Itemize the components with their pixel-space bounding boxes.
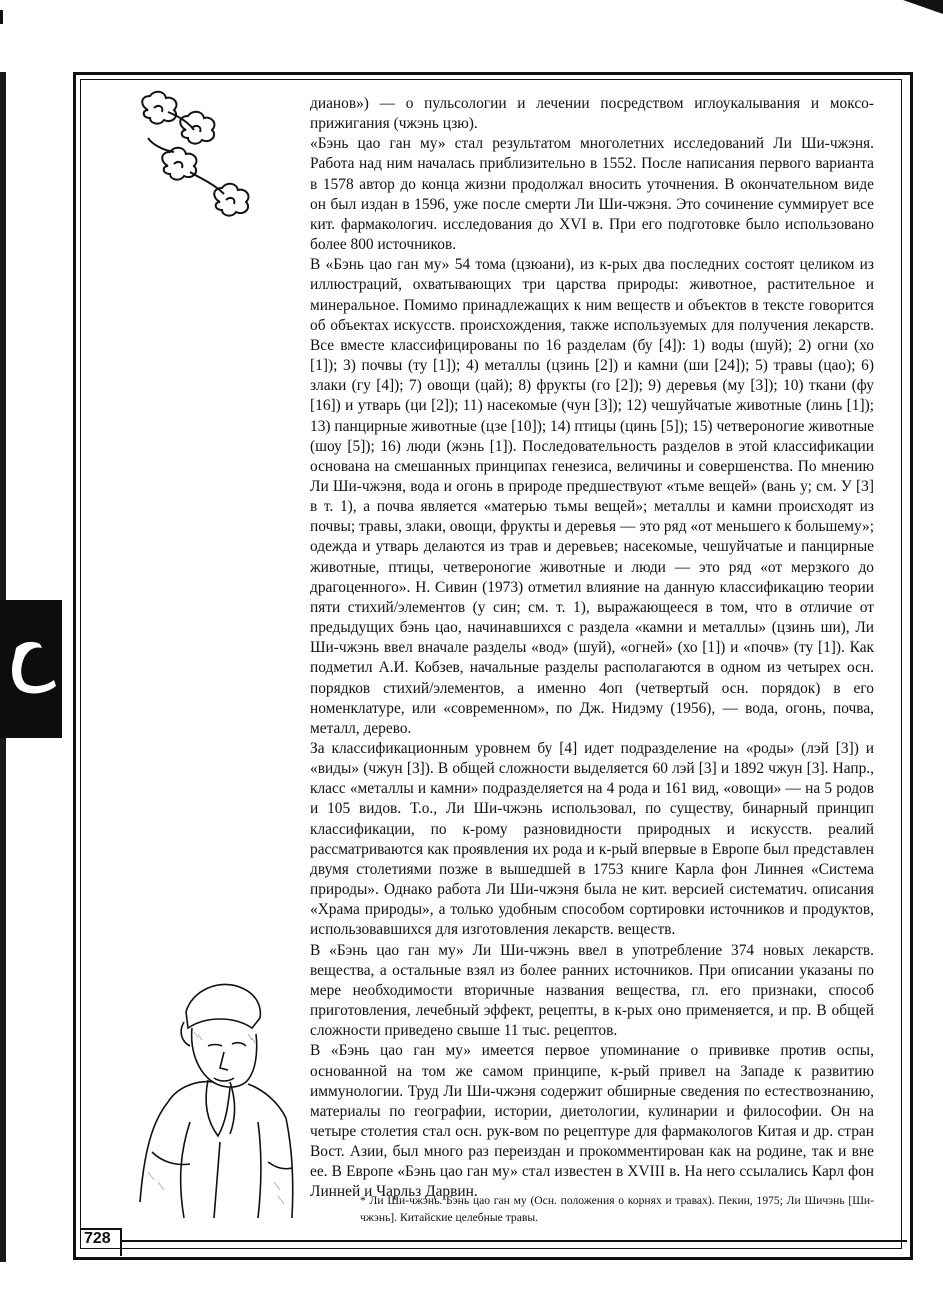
article-body <box>310 94 874 1203</box>
page-number: 728 <box>84 1230 111 1247</box>
paragraph: «Бэнь цао ган му» стал результатом многолетних исследований Ли Ши-чжэня. Работа над ним началась приблизительно в 1552. После написания первого варианта в 1578 автор до конца жизни продолжал вносить уточнения. В окончательном виде он был издан в 1596, уже после смерти Ли Ши-чжэня. Это сочинение суммирует все кит. фармакологич. исследования до XVI в. При его подготовке было использовано более 800 источников. <box>310 135 874 254</box>
paragraph: В «Бэнь цао ган му» 54 тома (цзюани), из к-рых два последних состоят целиком из иллюстраций, охватывающих три царства природы: животное, растительное и минеральное. Помимо принадлежащих к ним веществ и объектов в тексте говорится об объектах искусств. происхождения, также используемых для получения лекарств. Все вместе классифицированы по 16 разделам (бу [4]): 1) воды (шуй); 2) огни (хо [1]); 3) почвы (ту [1]); 4) металлы (цзинь [2]) и камни (ши [24]); 5) травы (цао); 6) злаки (гу [4]); 7) овощи (цай); 8) фрукты (го [2]); 9) деревья (му [3]); 10) ткани (фу [16]) и утварь (ци [2]); 11) насекомые (чун [3]); 12) чешуйчатые животные (линь [1]); 13) панцирные животные (цзе [10]); 14) птицы (цинь [5]); 15) четвероногие животные (шоу [5]); 16) люди (жэнь [1]). Последовательность разделов в этой классификации основана на смешанных принципах генезиса, величины и совершенства. По мнению Ли Ши-чжэня, вода и огонь в природе предшествуют «тьме вещей» (вань у; см. У [3] в т. 1), а почва является «матерью тьмы вещей»; металлы и камни происходят из почвы; травы, злаки, овощи, фрукты и деревья — это ряд «от меньшего к большему»; одежда и утварь делаются из трав и деревьев; насекомые, чешуйчатые и панцирные животные, птицы, четвероногие животные и люди — это ряд «от мерзкого до драгоценного». Н. Сивин (1973) отметил влияние на данную классификацию теории пяти стихий/элементов (у син; см. т. 1), выражающееся в том, что в отличие от предыдущих бэнь цао, начинавшихся с раздела «камни и металлы» (цзинь ши), Ли Ши-чжэнь ввел вначале разделы «вод» (шуй), «огней» (хо [1]) и «почв» (ту [1]). Как подметил А.И. Кобзев, начальные разделы располагаются в одном из четырех осн. порядков стихий/элементов, а именно 4оп (четвертый осн. порядок) в его номенклатуре, или «современном», по Дж. Нидэму (1956), — вода, огонь, почва, металл, дерево. <box>310 256 874 737</box>
cloud-scroll-icon <box>128 90 258 220</box>
paragraph: В «Бэнь цао ган му» Ли Ши-чжэнь ввел в употребление 374 новых лекарств. вещества, а остальные взял из более ранних источников. При описании указаны по мере необходимости вторичные названия вещества, гл. его признаки, способ приготовления, лечебный эффект, рецепты, в к-рых оно применяется, и пр. В общей сложности приведено свыше 11 тыс. рецептов. <box>310 941 874 1040</box>
corner-mark <box>0 10 3 24</box>
paragraph: дианов») — о пульсологии и лечении посредством иглоукалывания и моксоприжигания (чжэнь цзю). <box>310 95 874 133</box>
paragraph: В «Бэнь цао ган му» имеется первое упоминание о прививке против оспы, основанной на том же самом принципе, к-рый привел на Западе к развитию иммунологии. Труд Ли Ши-чжэня содержит обширные сведения по естествознанию, материалы по географии, истории, диетологии, кулинарии и философии. Он на четыре столетия стал осн. рук-вом по рецептуре для фармакологов Китая и др. стран Вост. Азии, был много раз переиздан и прокомментирован как на родине, так и вне ее. В Европе «Бэнь цао ган му» стал известен в XVIII в. На него ссылались Карл фон Линней и Чарльз Дарвин. <box>310 1042 874 1201</box>
portrait-illustration <box>128 972 296 1224</box>
chapter-glyph-icon <box>6 630 60 700</box>
corner-mark <box>903 0 943 14</box>
footnote: * Ли Ши-чжэнь. Бэнь цао ган му (Осн. положения о корнях и травах). Пекин, 1975; Ли Шичэнь [Ши-чжэнь]. Китайские целебные травы. <box>360 1194 874 1224</box>
bottom-rule <box>120 1240 907 1242</box>
paragraph: За классификационным уровнем бу [4] идет подразделение на «роды» (лэй [3]) и «виды» (чжун [3]). В общей сложности выделяется 60 лэй [3] и 1892 чжун [3]. Напр., класс «металлы и камни» подразделяется на 4 рода и 161 вид, «овощи» — на 5 родов и 105 видов. Т.о., Ли Ши-чжэнь использовал, по существу, бинарный принцип классификации, по к-рому разновидности природных и искусств. реалий рассматриваются как проявления их рода и к-рый впервые в Европе был представлен двумя столетиями позже в вышедшей в 1753 книге Карла фон Линнея «Система природы». Однако работа Ли Ши-чжэня была не кит. версией систематич. описания «Храма природы», а только удобным способом сортировки источников и продуктов, использовавшихся для изготовления лекарств. веществ. <box>310 740 874 939</box>
